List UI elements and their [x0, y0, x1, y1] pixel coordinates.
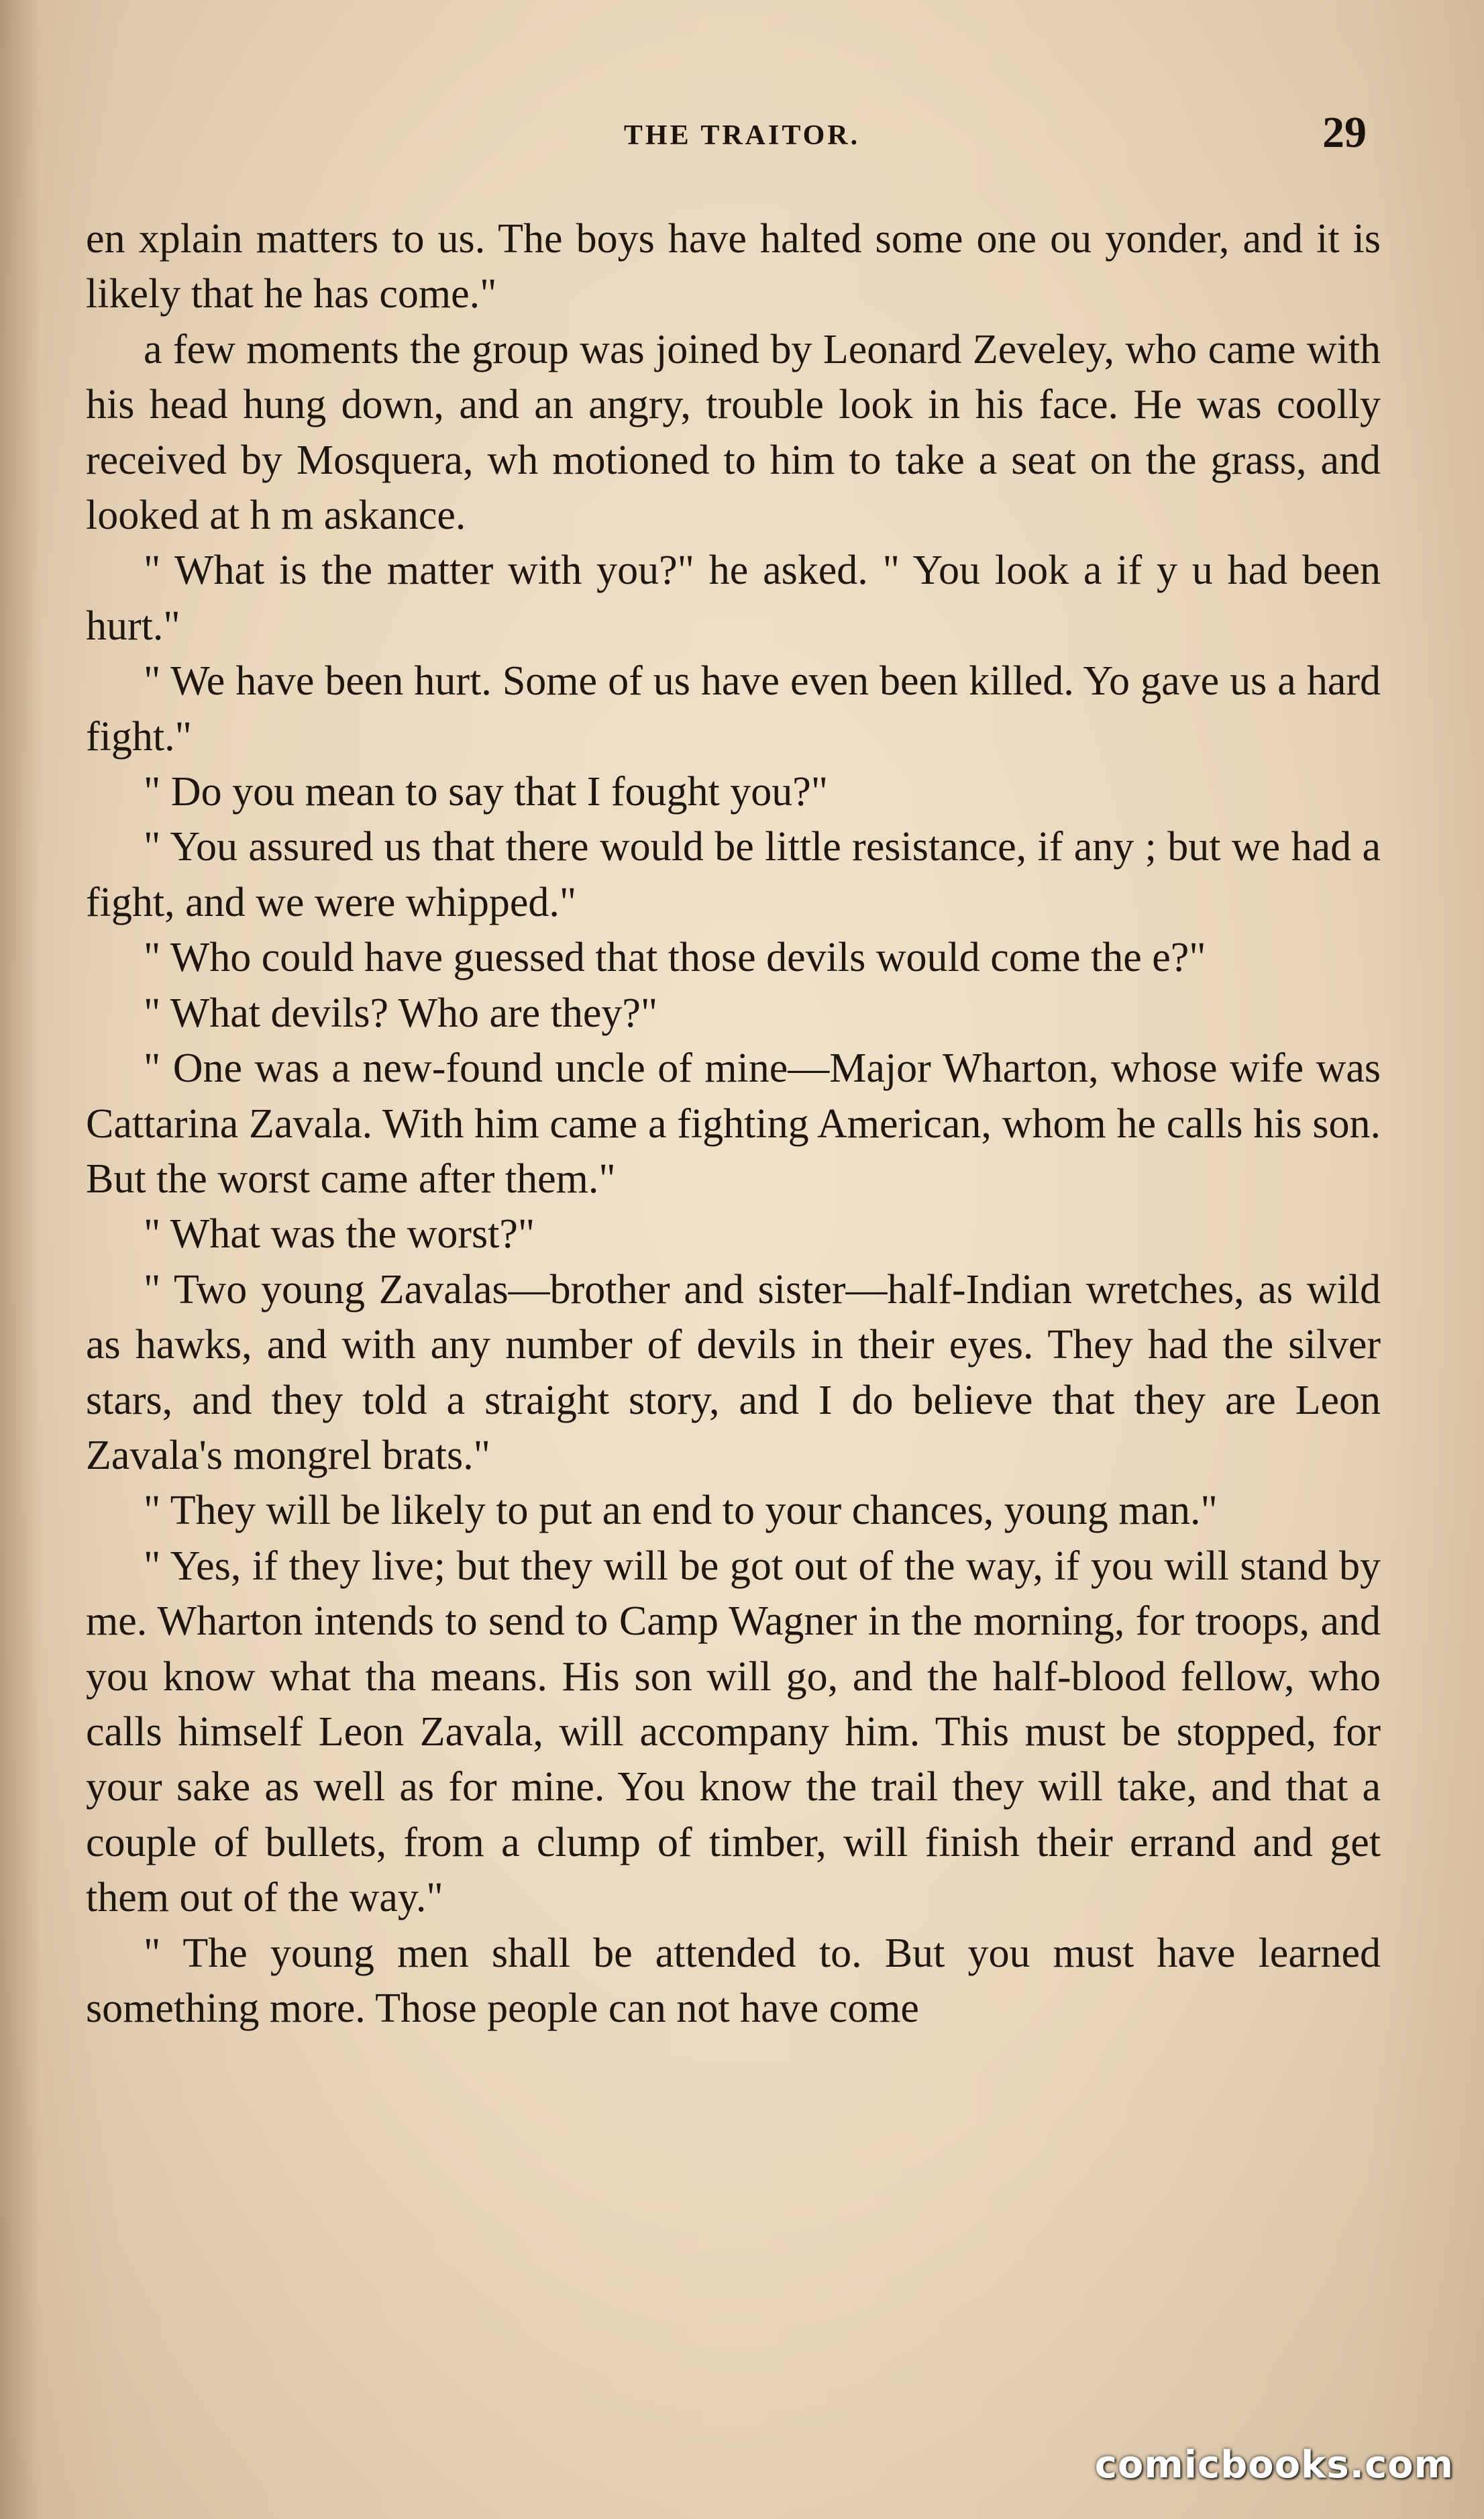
paragraph: " What devils? Who are they?" [144, 990, 658, 1036]
paragraph: " Who could have guessed that those devils would come the e?" [144, 935, 1206, 981]
running-head [0, 107, 1484, 168]
paragraph: " What was the worst?" [144, 1211, 535, 1257]
page-number: 29 [1322, 108, 1367, 157]
paragraph: " What is the matter with you?" he asked. " You look a if y u had been hurt." [86, 548, 1381, 649]
paragraph: " They will be likely to put an end to your chances, young man." [144, 1488, 1218, 1534]
paragraph: " We have been hurt. Some of us have even been killed. Yo gave us a hard fight." [86, 658, 1381, 760]
paragraph: " Do you mean to say that I fought you?" [144, 769, 829, 815]
paragraph: " The young men shall be attended to. But you must have learned something more. Those people can not have come [86, 1930, 1381, 2031]
paragraph: en xplain matters to us. The boys have halted some one ou yonder, and it is likely that he has come." [86, 216, 1381, 317]
body-text [86, 211, 1381, 2036]
paragraph: " Yes, if they live; but they will be got out of the way, if you will stand by me. Wharton intends to send to Camp Wagner in the morning, for troops, and you know what tha means. His son will go, and the half-blood fellow, who calls himself Leon Zavala, will accompany him. This must be stopped, for your sake as well as for mine. You know the trail they will take, and that a couple of bullets, from a clump of timber, will finish their errand and get them out of the way." [86, 1543, 1381, 1921]
watermark: comicbooks.com [1094, 2443, 1454, 2487]
running-title: THE TRAITOR. [623, 120, 861, 151]
paragraph: " Two young Zavalas—brother and sister—half-Indian wretches, as wild as hawks, and with any number of devils in their eyes. They had the silver stars, and they told a straight story, and I do believe that they are Leon Zavala's mongrel brats." [86, 1266, 1381, 1478]
paragraph: " One was a new-found uncle of mine—Major Wharton, whose wife was Cattarina Zavala. With him came a fighting American, whom he calls his son. But the worst came after them." [86, 1045, 1381, 1202]
paragraph: a few moments the group was joined by Leonard Zeveley, who came with his head hung down, and an angry, trouble look in his face. He was coolly received by Mosquera, wh motioned to him to take a seat on the grass, and looked at h m askance. [86, 326, 1381, 539]
spine-shadow [0, 0, 40, 2519]
paragraph: " You assured us that there would be little resistance, if any ; but we had a fight, and we were whipped." [86, 824, 1381, 925]
